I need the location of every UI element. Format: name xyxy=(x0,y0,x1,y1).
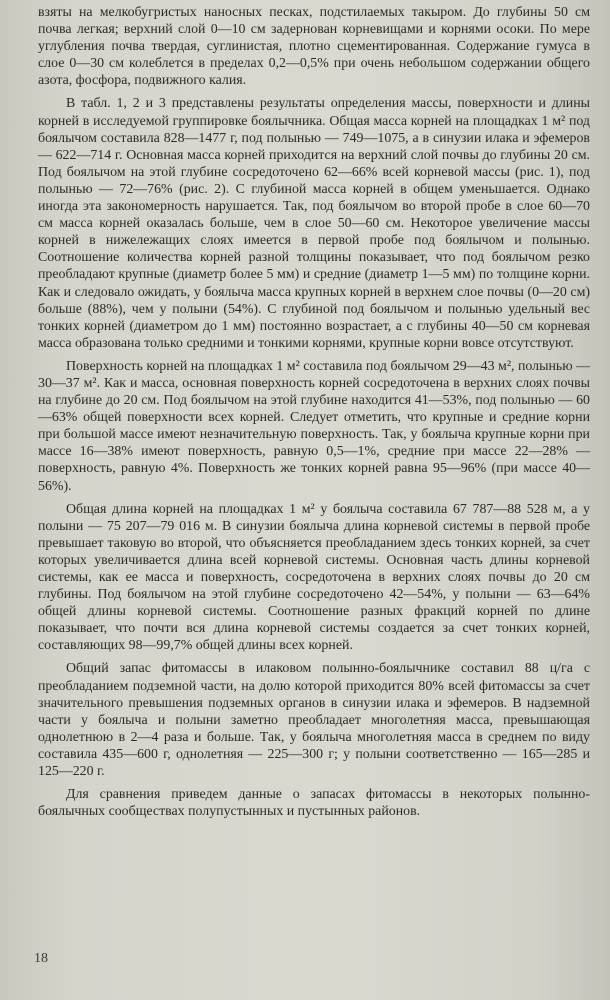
paragraph-2: В табл. 1, 2 и 3 представлены результаты определения массы, поверхности и длины корней в исследуемой группировке боялычника. Общая масса корней на площадках 1 м² под боялычом составила 828—1477 г, под полынью — 749—1075, а в синузии илака и эфемеров — 622—714 г. Основная масса корней приходится на верхний слой почвы до глубины 20 см. Под боялычом на этой глубине сосредоточено 62—66% всей корневой массы (рис. 1), под полынью — 72—76% (рис. 2). С глубиной масса корней в общем уменьшается. Однако иногда эта закономерность нарушается. Так, под боялычом во второй пробе в слое 60—70 см масса корней оказалась больше, чем в слое 50—60 см. Некоторое увеличение массы корней в нижележащих слоях имеется в первой пробе под боялычом и полынью. Соотношение количества корней разной толщины показывает, что под боялычом резко преобладают крупные (диаметр более 5 мм) и средние (диаметр 1—5 мм) по толщине корни. Как и следовало ожидать, у боялыча масса крупных корней в верхнем слое почвы (0—20 см) больше (88%), чем у полыни (54%). С глубиной под боялычом и полынью удельный вес тонких корней (диаметром до 1 мм) постоянно возрастает, а с глубины 40—50 см корневая масса образована только средними и тонкими корнями, крупные корни вовсе отсутствуют. xyxy=(38,96,590,351)
paragraph-6: Для сравнения приведем данные о запасах фитомассы в некоторых полынно-боялычных сообществах полупустынных и пустынных районов. xyxy=(38,787,590,820)
paragraph-4: Общая длина корней на площадках 1 м² у боялыча составила 67 787—88 528 м, а у полыни — 75 207—79 016 м. В синузии боялыча длина корневой системы в первой пробе превышает таковую во второй, что объясняется преобладанием здесь тонких корней, за счет которых увеличивается длина всей корневой системы. Основная часть длины корневой системы, как ее масса и поверхность, сосредоточена в верхних слоях почвы до 20 см глубины. Под боялычом на этой глубине сосредоточено 42—54%, у полыни — 63—64% общей длины корневой системы. Соотношение разных фракций корней по длине показывает, что почти вся длина корневой системы создается за счет тонких корней, составляющих 98—99,7% общей длины всех корней. xyxy=(38,501,590,654)
paragraph-1: взяты на мелкобугристых наносных песках, подстилаемых такыром. До глубины 50 см почва легкая; верхний слой 0—10 см задернован корневищами и корнями осоки. По мере углубления почва твердая, суглинистая, плотно сцементированная. Содержание гумуса в слое 0—30 см колеблется в пределах 0,2—0,5% при очень небольшом содержании общего азота, фосфора, подвижного калия. xyxy=(38,5,590,89)
paragraph-5: Общий запас фитомассы в илаковом полынно-боялычнике составил 88 ц/га с преобладанием подземной части, на долю которой приходится 80% всей фитомассы за счет значительного превышения подземных органов в синузии илака и эфемеров. В надземной части у боялыча и полыни заметно преобладает многолетняя масса, превышающая однолетнюю в 2—4 раза и больше. Так, у боялыча многолетняя масса в среднем по виду составила 435—600 г, однолетняя — 225—300 г; у полыни соответственно — 165—285 и 125—220 г. xyxy=(38,661,590,780)
page-number: 18 xyxy=(34,951,48,966)
paragraph-3: Поверхность корней на площадках 1 м² составила под боялычом 29—43 м², полынью — 30—37 м². Как и масса, основная поверхность корней сосредоточена в верхних слоях почвы на глубине до 20 см. Под боялычом на этой глубине находится 41—53%, под полынью — 60—63% общей поверхности всех корней. Следует отметить, что крупные и средние корни при большой массе имеют незначительную поверхность. Так, у боялыча крупные корни при массе 16—38% имеют поверхность, равную 0,5—1%, средние при массе 22—28% — поверхность, равную 4%. Поверхность же тонких корней равна 95—96% (при массе 40—56%). xyxy=(38,358,590,494)
body-text xyxy=(38,4,590,820)
